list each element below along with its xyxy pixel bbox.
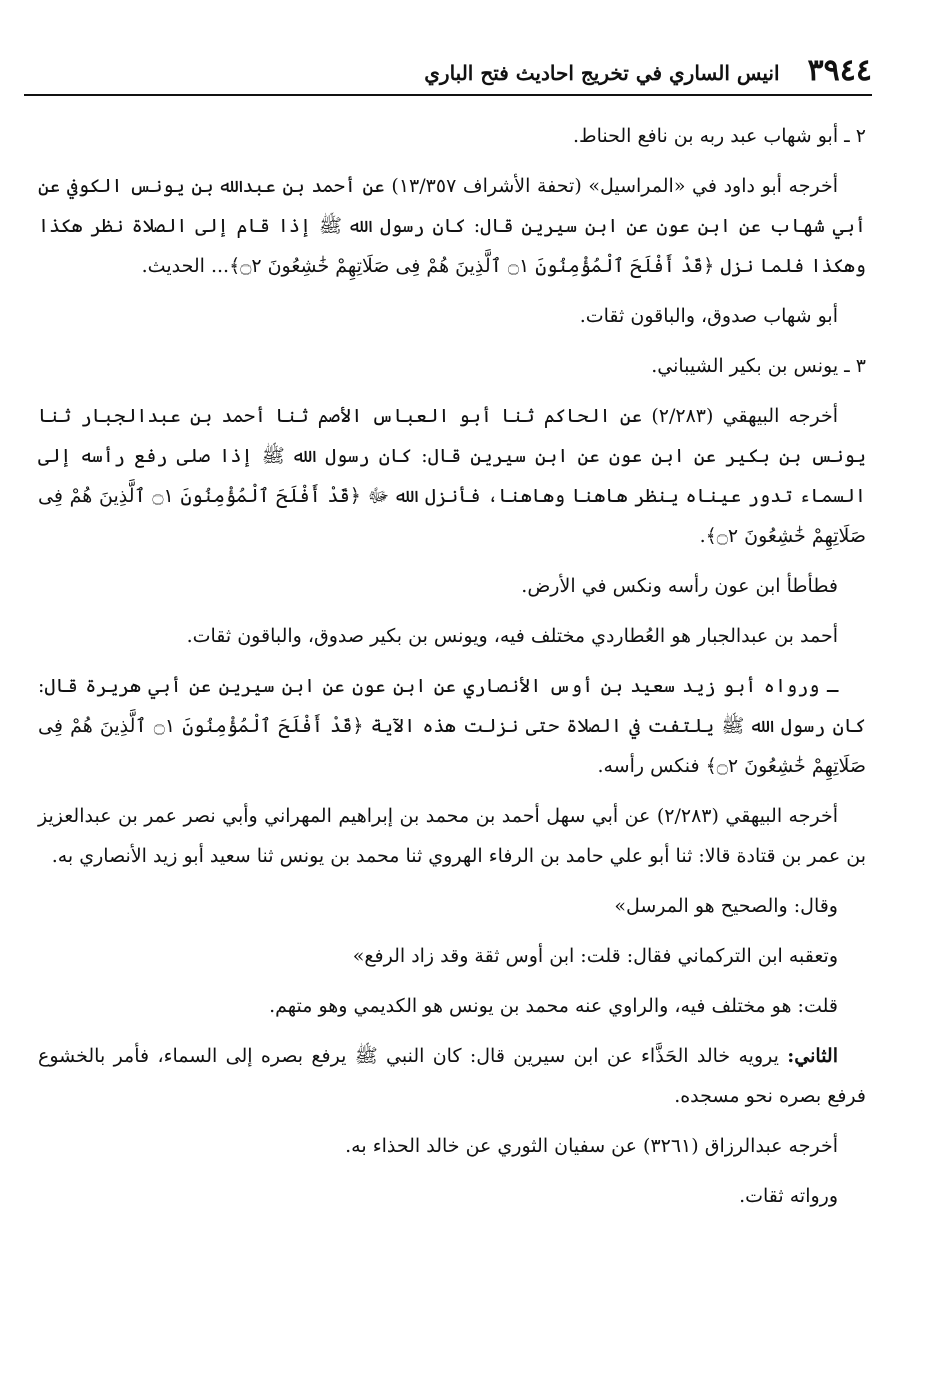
paragraph-grading-1: أبو شهاب صدوق، والباقون ثقات. — [579, 305, 838, 327]
paragraph-comment: قلت: هو مختلف فيه، والراوي عنه محمد بن يونس هو الكديمي وهو متهم. — [269, 995, 838, 1017]
page-header — [24, 50, 872, 90]
paragraph-lead: الثاني: — [787, 1045, 838, 1067]
paragraph-ibn-awn: فطأطأ ابن عون رأسه ونكس في الأرض. — [521, 575, 838, 597]
paragraph-abu-dawud: أخرجه أبو داود في «المراسيل» (تحفة الأشراف ١٣/٣٥٧) عن أحمد بن عبدالله بن يونس الكوفي عن أبي شهاب عن ابن عون عن ابن سيرين قال: كان رسول الله ﷺ إذا قام إلى الصلاة نظر هكذا وهكذا فلما نزل ﴿قَدْ أَفْلَحَ ٱلْمُؤْمِنُونَ ۝١ ٱلَّذِينَ هُمْ فِى صَلَاتِهِمْ خَٰشِعُونَ ۝٢﴾... الحديث. — [38, 175, 866, 277]
paragraph-abu-zayd: ـ ورواه أبو زيد سعيد بن أوس الأنصاري عن ابن عون عن ابن سيرين عن أبي هريرة قال: كان رسول الله ﷺ يلتفت في الصلاة حتى نزلت هذه الآية ﴿قَدْ أَفْلَحَ ٱلْمُؤْمِنُونَ ۝١ ٱلَّذِينَ هُمْ فِى صَلَاتِهِمْ خَٰشِعُونَ ۝٢﴾ فنكس رأسه. — [38, 675, 867, 777]
paragraph-bayhaqi-1: أخرجه البيهقي (٢/٢٨٣) عن الحاكم ثنا أبو العباس الأصم ثنا أحمد بن عبدالجبار ثنا يونس بن بكير عن ابن عون عن ابن سيرين قال: كان رسول الله ﷺ إذا صلى رفع رأسه إلى السماء تدور عيناه ينظر هاهنا وهاهنا، فأنزل الله ﷻ ﴿قَدْ أَفْلَحَ ٱلْمُؤْمِنُونَ ۝١ ٱلَّذِينَ هُمْ فِى صَلَاتِهِمْ خَٰشِعُونَ ۝٢﴾. — [38, 405, 866, 547]
paragraph-grading-2: أحمد بن عبدالجبار هو العُطاردي مختلف فيه، ويونس بن بكير صدوق، والباقون ثقات. — [186, 625, 838, 647]
header-rule — [24, 94, 872, 96]
paragraph-item-2: ٢ ـ أبو شهاب عبد ربه بن نافع الحناط. — [572, 125, 866, 147]
paragraph-abdurrazzaq: أخرجه عبدالرزاق (٣٢٦١) عن سفيان الثوري عن خالد الحذاء به. — [345, 1135, 838, 1157]
paragraph-item-3: ٣ ـ يونس بن بكير الشيباني. — [651, 355, 866, 377]
running-title: انيس الساري في تخريج احاديث فتح الباري — [424, 61, 780, 85]
paragraph-second — [38, 1036, 866, 1116]
page-number: ٣٩٤٤ — [807, 53, 872, 88]
paragraph-quote-2: وتعقبه ابن التركماني فقال: قلت: ابن أوس ثقة وقد زاد الرفع» — [352, 945, 838, 967]
paragraph-quote-1: وقال: والصحيح هو المرسل» — [614, 895, 838, 917]
paragraph-final: ورواته ثقات. — [739, 1185, 838, 1207]
paragraph-bayhaqi-2: أخرجه البيهقي (٢/٢٨٣) عن أبي سهل أحمد بن محمد بن إبراهيم المهراني وأبي نصر عمر بن عبدالعزيز بن عمر بن قتادة قالا: ثنا أبو علي حامد بن الرفاء الهروي ثنا محمد بن يونس ثنا سعيد أبو زيد الأنصاري به. — [38, 805, 866, 867]
body-text — [38, 116, 866, 1226]
paragraph-second-text: يرويه خالد الحَذَّاء عن ابن سيرين قال: كان النبي ﷺ يرفع بصره إلى السماء، فأمر بالخشوع فرفع بصره نحو مسجده. — [38, 1045, 866, 1107]
